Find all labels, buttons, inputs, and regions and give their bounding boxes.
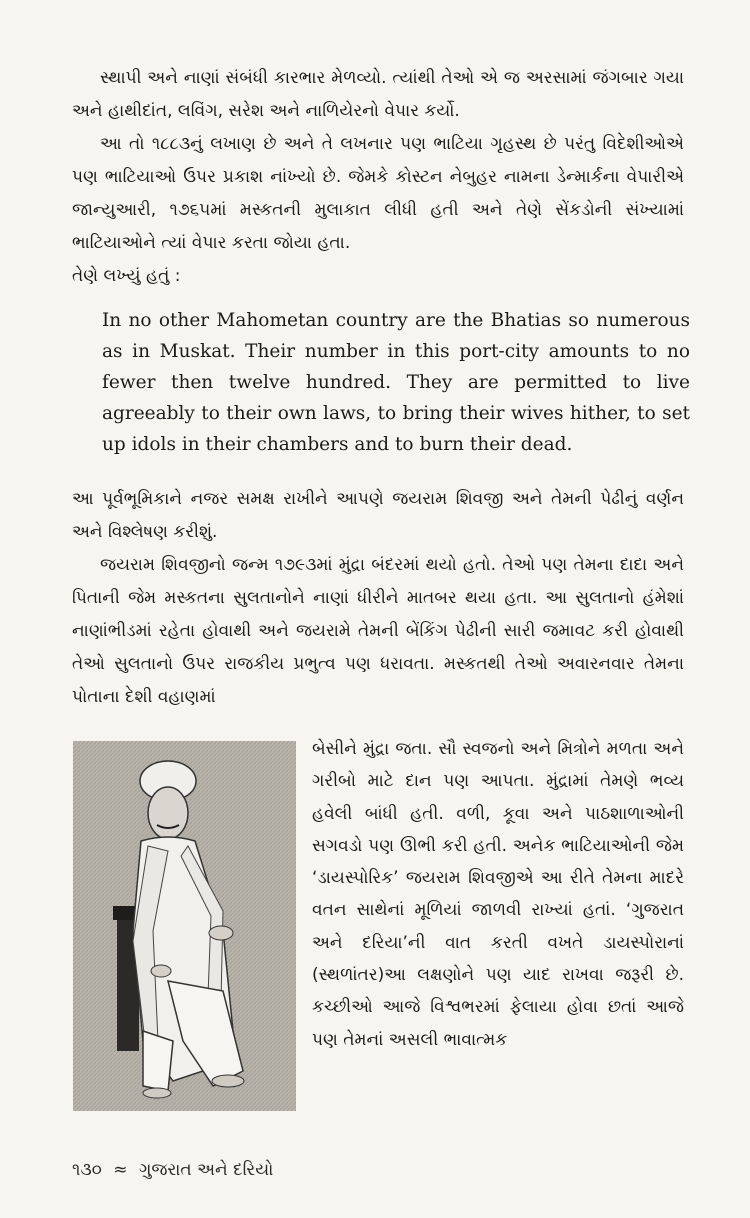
paragraph-4: જયરામ શિવજીનો જન્મ ૧૭૯૩માં મુંદ્રા બંદરમાં થયો હતો. તેઓ પણ તેમના દાદા અને પિતાની જેમ મસ્કતના સુલતાનોને નાણાં ધીરીને માતબર થયા હતા. આ સુલતાનો હંમેશાં નાણાંભીડમાં રહેતા હોવાથી અને જયરામે તેમની બેંકિંગ પેઢીની સારી જમાવટ કરી હોવાથી તેઓ સુલતાનો ઉપર રાજકીય પ્રભુત્વ પણ ધરાવતા. મસ્કતથી તેઓ અવારનવાર તેમના પોતાના દેશી વહાણમાં	[72, 555, 684, 707]
paragraph-5: બેસીને મુંદ્રા જતા. સૌ સ્વજનો અને મિત્રોને મળતા અને ગરીબો માટે દાન પણ આપતા. મુંદ્રામાં તેમણે ભવ્ય હવેલી બાંધી હતી. વળી, કૂવા અને પાઠશાળાઓની સગવડો પણ ઊભી કરી હતી. અનેક ભાટિયાઓની જેમ ‘ડાયસ્પોરિક’ જયરામ શિવજીએ આ રીતે તેમના માદરે વતન સાથેનાં મૂળિયાં જાળવી રાખ્યાં હતાં. ‘ગુજરાત અને દરિયા’ની વાત કરતી વખતે ડાયસ્પોરાનાં (સ્થળાંતર)આ લક્ષણોને પણ યાદ રાખવા જરૂરી છે. કચ્છીઓ આજે વિશ્વભરમાં ફેલાયા હોવા છતાં આજે પણ તેમનાં અસલી ભાવાત્મક	[312, 739, 684, 1050]
portrait-drawing	[73, 741, 296, 1111]
paragraph-trade	[72, 62, 684, 293]
block-quote: In no other Mahometan country are the Bhatias so numerous as in Muskat. Their number in this port-city amounts to no fewer then twelve hundred. They are permitted to live agreeably to their own laws, to bring their wives hither, to set up idols in their chambers and to burn their dead.	[102, 310, 690, 455]
footer-separator: ≈	[113, 1160, 128, 1180]
portrait-illustration	[73, 741, 296, 1111]
paragraph-2: આ તો ૧૮૮૩નું લખાણ છે અને તે લખનાર પણ ભાટિયા ગૃહસ્થ છે પરંતુ વિદેશીઓએ પણ ભાટિયાઓ ઉપર પ્રકાશ નાંખ્યો છે. જેમકે કોસ્ટન નેબુહર નામના ડેન્માર્કના વેપારીએ જાન્યુઆરી, ૧૭૬૫માં મસ્કતની મુલાકાત લીધી હતી અને તેણે સેંકડોની સંખ્યામાં ભાટિયાઓને ત્યાં વેપાર કરતા જોયા હતા.	[72, 134, 684, 253]
paragraph-3: આ પૂર્વભૂમિકાને નજર સમક્ષ રાખીને આપણે જયરામ શિવજી અને તેમની પેઢીનું વર્ણન અને વિશ્લેષણ કરીશું.	[72, 489, 684, 542]
book-title: ગુજરાત અને દરિયો	[138, 1160, 274, 1180]
paragraph-1: સ્થાપી અને નાણાં સંબંધી કારભાર મેળવ્યો. ત્યાંથી તેઓ એ જ અરસામાં જંગબાર ગયા અને હાથીદાંત, લવિંગ, સરેશ અને નાળિયેરનો વેપાર કર્યો.	[72, 68, 684, 121]
paragraph-2-lead-in: તેણે લખ્યું હતું :	[72, 266, 181, 286]
page-footer	[72, 1160, 279, 1180]
page-number: ૧૩૦	[72, 1160, 102, 1180]
paragraph-jayram	[72, 483, 684, 714]
